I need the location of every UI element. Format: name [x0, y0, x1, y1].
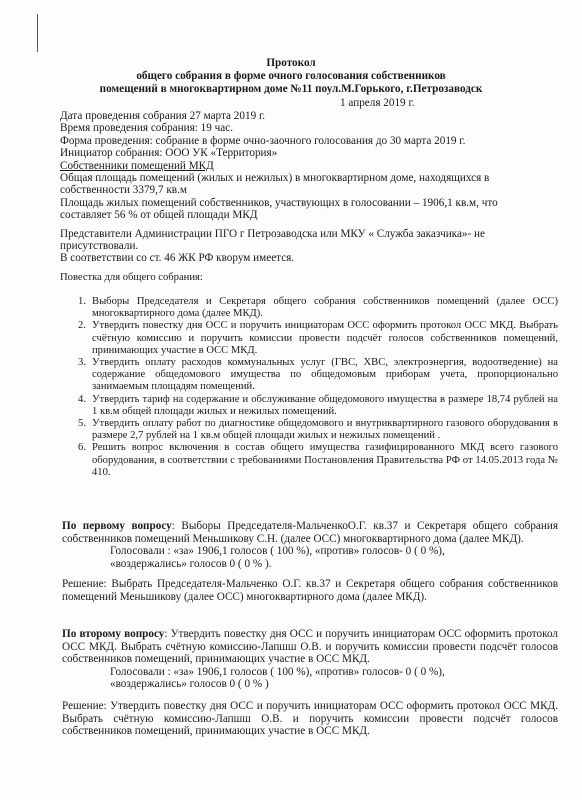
question-2-votes-line1: Голосовали : «за» 1906,1 голосов ( 100 %), «против» голосов- 0 ( 0 %), [110, 665, 445, 678]
representatives-line2: присутствовали. [60, 240, 139, 253]
document-date: 1 апреля 2019 г. [340, 97, 415, 109]
agenda-item [60, 442, 558, 479]
agenda-item-number: 4. [78, 393, 86, 405]
meeting-initiator: Инициатор собрания: ООО УК «Территория» [60, 147, 278, 160]
question-1-votes-line2: «воздержались» голосов 0 ( 0 % ). [110, 557, 272, 570]
agenda-item-text: Утвердить тариф на содержание и обслуживание общедомового имущества в размере 18,74 рублей на 1 кв.м общей площади жилых и нежилых помещений. [92, 393, 558, 417]
question-1-solution: Решение: Выбрать Председателя-Мальченко О.Г. кв.37 и Секретаря общего собрания собственников помещений Меньшикову (далее ОСС) многоквартирного дома (далее МКД). [62, 578, 558, 603]
agenda-item-number: 3. [78, 357, 86, 369]
participating-area-line2: составляет 56 % от общей площади МКД [60, 209, 258, 222]
participating-area-line1: Площадь жилых помещений собственников, участвующих в голосовании – 1906,1 кв.м, что [60, 196, 498, 209]
question-2-votes-line2: «воздержались» голосов 0 ( 0 % ) [110, 678, 269, 691]
agenda-item-text: Утвердить оплату расходов коммунальных услуг (ГВС, ХВС, электроэнергия, водоотведение) на содержание общедомового имущества по общедомовым приборам учета, пропорционально занимаемым площадям помещений. [92, 357, 558, 393]
total-area-line1: Общая площадь помещений (жилых и нежилых) в многоквартирном доме, находящихся в [60, 172, 490, 185]
agenda-item-number: 6. [78, 442, 86, 454]
meeting-form: Форма проведения: собрание в форме очно-заочного голосования до 30 марта 2019 г. [60, 134, 466, 147]
meeting-info [60, 110, 560, 265]
question-2-text: : Утвердить повестку дня ОСС и поручить инициаторам ОСС оформить протокол ОСС МКД. Выбрать счётную комиссию-Лапшш О.В. и поручить комиссии провести подсчёт голосов собственников помещений, принимающих участие в ОСС МКД. [62, 628, 558, 666]
protocol-subtitle: общего собрания в форме очного голосования собственников [136, 70, 446, 82]
agenda-list [60, 296, 558, 479]
agenda-item-text: Выборы Председателя и Секретаря общего собрания собственников помещений (далее ОСС) многоквартирного дома (далее МКД). [92, 296, 558, 320]
agenda-item [60, 418, 558, 442]
owners-heading: Собственники помещений МКД [60, 159, 214, 172]
agenda-item [60, 394, 558, 418]
question-2-label: По второму вопросу [62, 628, 165, 640]
agenda-item [60, 357, 558, 394]
protocol-header [0, 57, 582, 96]
question-1 [62, 520, 558, 570]
representatives-line1: Представители Администрации ПГО г Петрозаводска или МКУ « Служба заказчика»- не [60, 227, 485, 240]
protocol-address: помещений в многоквартирном доме №11 поул.М.Горького, г.Петрозаводск [99, 83, 483, 95]
question-1-label: По первому вопросу [62, 520, 172, 532]
agenda-title: Повестка для общего собрания: [60, 272, 203, 283]
quorum-line: В соответствии со ст. 46 ЖК РФ кворум имеется. [60, 252, 295, 265]
question-1-text: : Выборы Председателя-МальченкоО.Г. кв.37 и Секретаря общего собрания собственников помещений Меньшикову С.Н. (далее ОСС) многоквартирного дома (далее МКД). [62, 520, 559, 545]
meeting-date: Дата проведения собрания 27 марта 2019 г. [60, 110, 266, 122]
meeting-time: Время проведения собрания: 19 час. [60, 122, 234, 135]
agenda-item-number: 1. [78, 296, 86, 307]
agenda-item-number: 5. [78, 418, 86, 430]
protocol-title: Протокол [266, 57, 316, 69]
margin-mark [37, 14, 38, 52]
agenda-item [60, 296, 558, 320]
agenda-item-number: 2. [78, 320, 86, 332]
question-1-votes-line1: Голосовали : «за» 1906,1 голосов ( 100 %), «против» голосов- 0 ( 0 %), [110, 545, 445, 558]
agenda-item-text: Утвердить оплату работ по диагностике общедомового и внутриквартирного газового оборудования в размере 2,7 рублей на 1 кв.м общей площади жилых и нежилых помещений . [92, 418, 558, 442]
total-area-line2: собственности 3379,7 кв.м [60, 184, 187, 197]
question-2 [62, 628, 558, 691]
question-2-solution: Решение: Утвердить повестку дня ОСС и поручить инициаторам ОСС оформить протокол ОСС МКД. Выбрать счётную комиссию-Лапшш О.В. и поручить комиссии провести подсчёт голосов собственников помещений, принимающих участие в ОСС МКД. [62, 700, 558, 738]
agenda-item-text: Утвердить повестку дня ОСС и поручить инициаторам ОСС оформить протокол ОСС МКД. Выбрать счётную комиссию и поручить комиссии провести подсчёт голосов собственников помещений, принимающих участие в ОСС МКД. [92, 320, 558, 356]
agenda-item-text: Решить вопрос включения в состав общего имущества газифицированного МКД всего газового оборудования, в соответствии с требованиями Постановления Правительства РФ от 14.05.2013 года № 410. [92, 442, 558, 478]
agenda-item [60, 320, 558, 357]
